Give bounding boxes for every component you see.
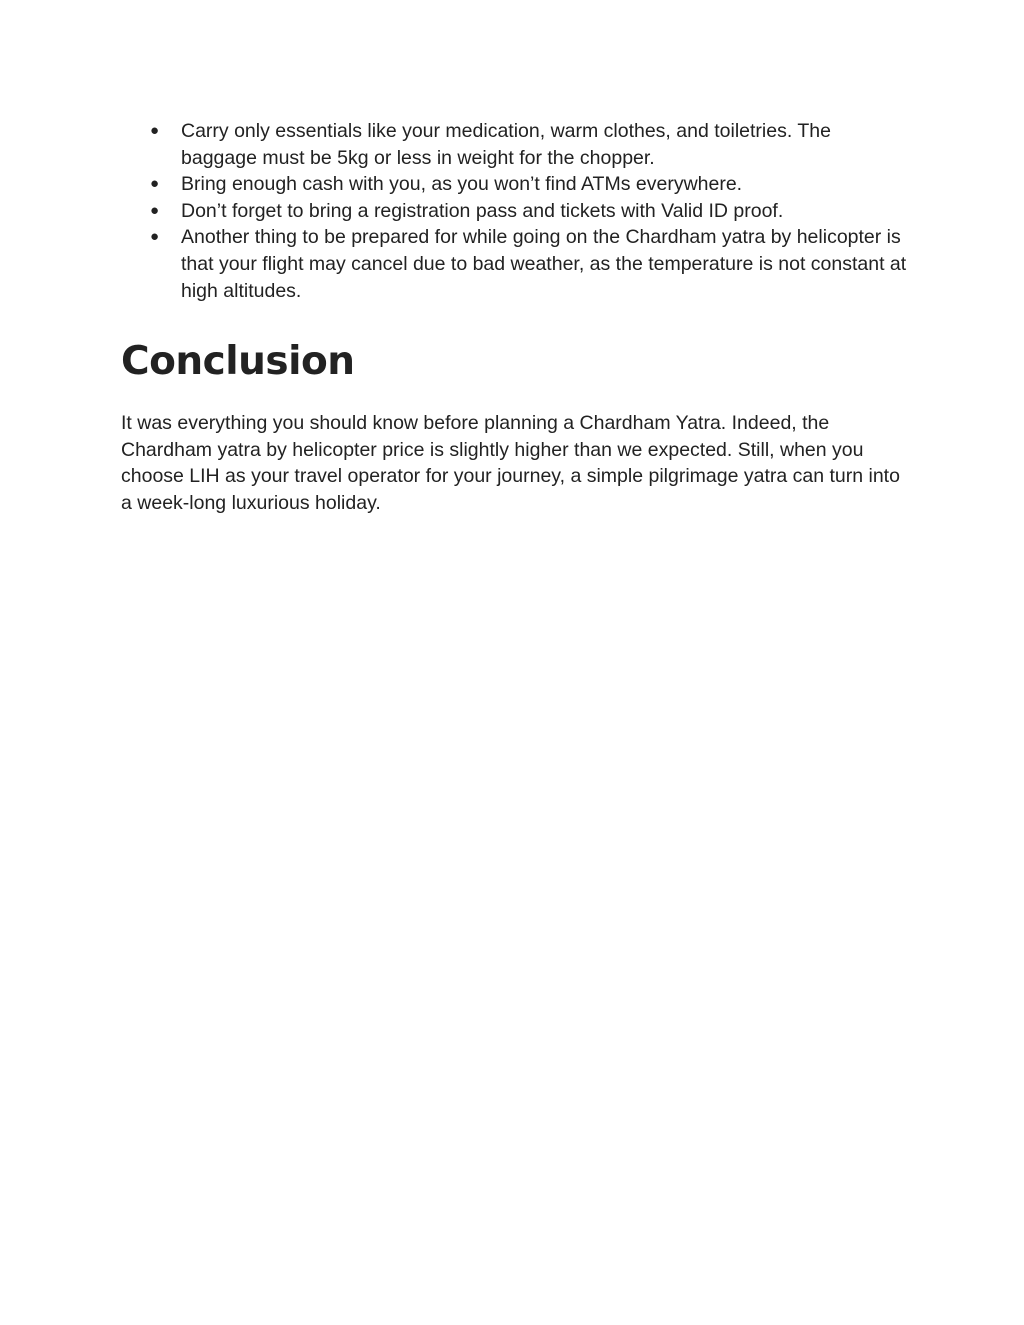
- list-item-text: Carry only essentials like your medication, warm clothes, and toiletries. The baggage must be 5kg or less in weight for the chopper.: [181, 120, 831, 169]
- list-item: [121, 118, 911, 171]
- list-item-text: Don’t forget to bring a registration pass and tickets with Valid ID proof.: [181, 199, 784, 222]
- list-item: [121, 171, 911, 198]
- bullet-icon: ●: [150, 228, 160, 246]
- bullet-icon: ●: [150, 122, 160, 139]
- document-page: [121, 118, 911, 517]
- bullet-icon: ●: [150, 175, 160, 193]
- list-item: [121, 224, 911, 304]
- list-item-text: Bring enough cash with you, as you won’t find ATMs everywhere.: [181, 173, 743, 196]
- list-item-text: Another thing to be prepared for while going on the Chardham yatra by helicopter is that your flight may cancel due to bad weather, as the temperature is not constant at high altitudes.: [181, 226, 907, 302]
- tips-list: [121, 118, 911, 304]
- list-item: [121, 198, 911, 225]
- bullet-icon: ●: [150, 201, 160, 219]
- conclusion-heading: Conclusion: [121, 339, 355, 385]
- conclusion-paragraph: It was everything you should know before planning a Chardham Yatra. Indeed, the Chardham yatra by helicopter price is slightly higher than we expected. Still, when you choose LIH as your travel operator for your journey, a simple pilgrimage yatra can turn into a week-long luxurious holiday.: [121, 412, 900, 514]
